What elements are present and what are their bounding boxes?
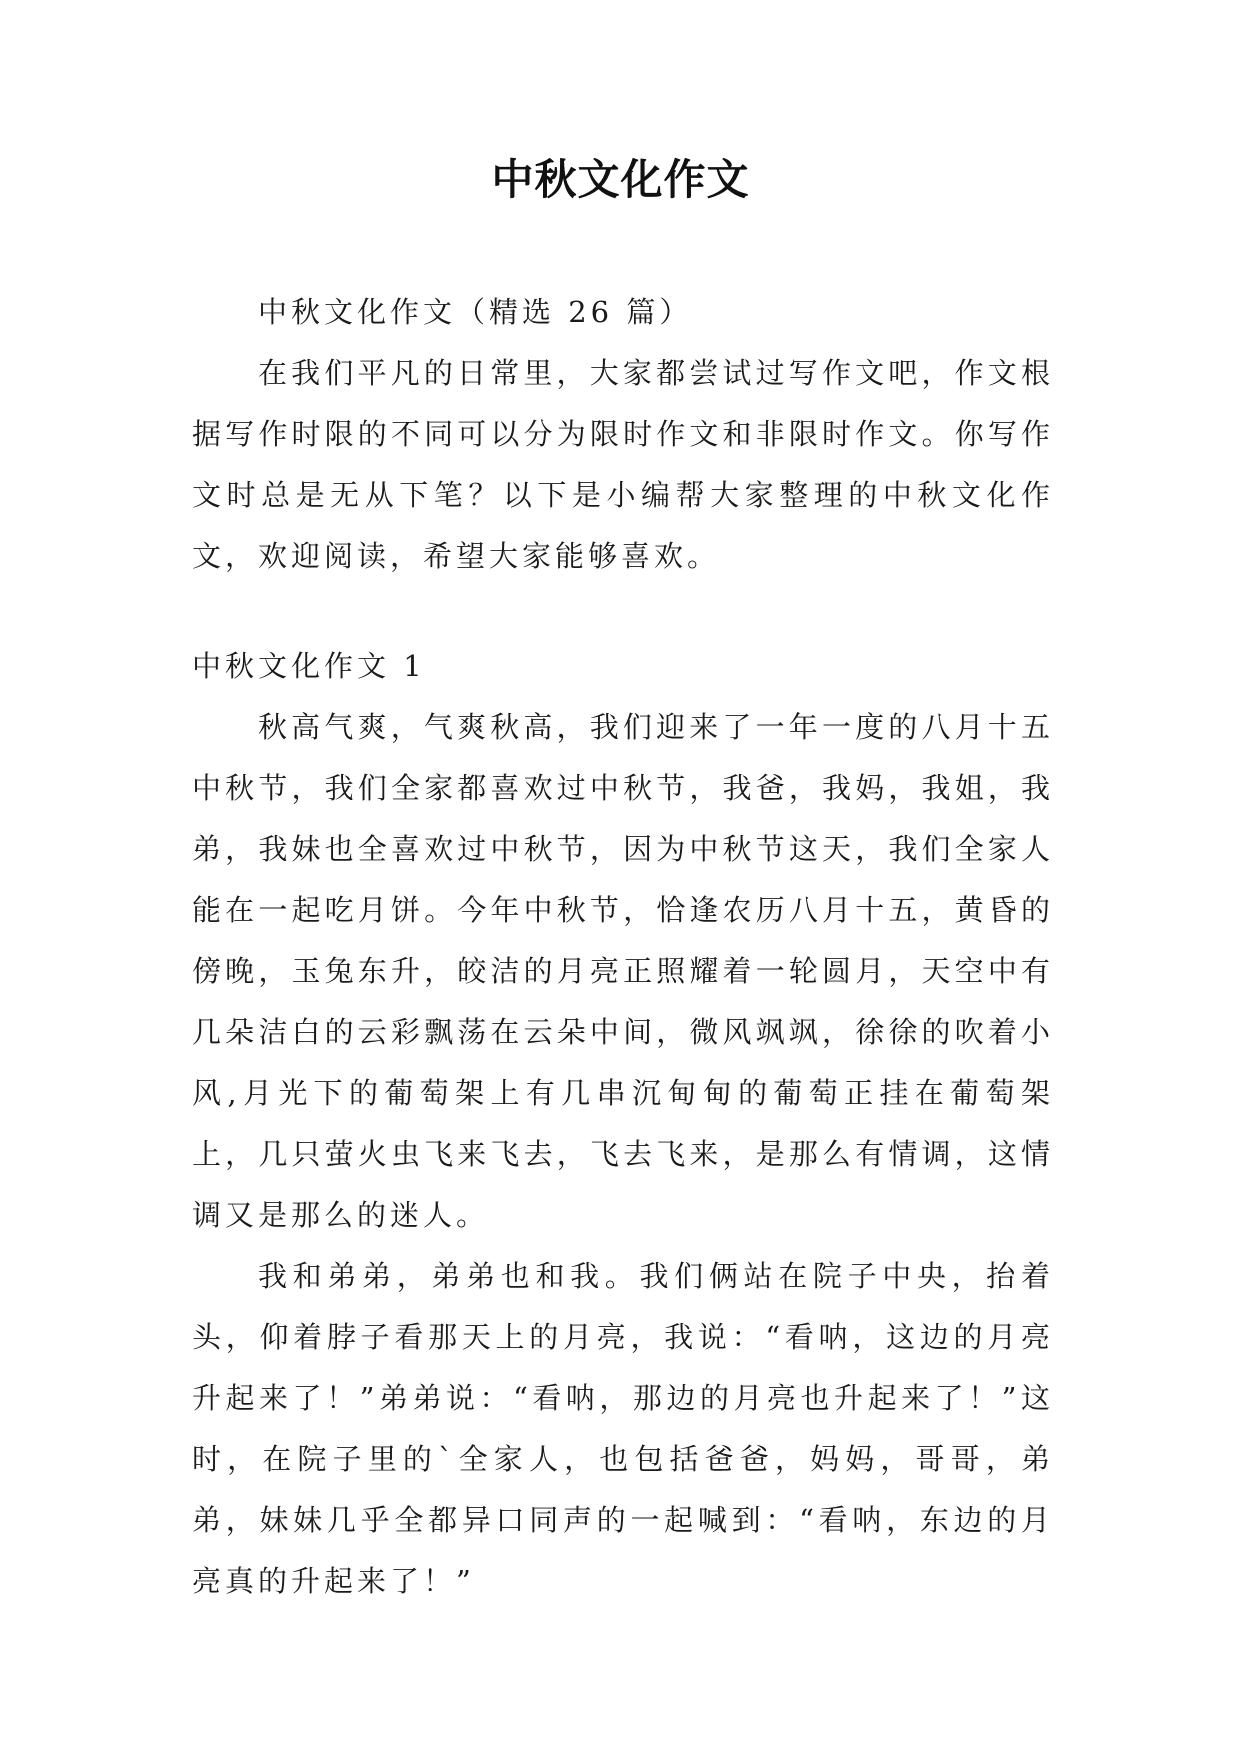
essay-paragraph: 我和弟弟，弟弟也和我。我们俩站在院子中央，抬着头，仰着脖子看那天上的月亮，我说：“看呐，这边的月亮升起来了！”弟弟说：“看呐，那边的月亮也升起来了！”这时，在院子里的`全家人，也包括爸爸，妈妈，哥哥，弟弟，妹妹几乎全都异口同声的一起喊到：“看呐，东边的月亮真的升起来了！” xyxy=(192,1259,1054,1598)
intro-paragraph: 在我们平凡的日常里，大家都尝试过写作文吧，作文根据写作时限的不同可以分为限时作文和非限时作文。你写作文时总是无从下笔？以下是小编帮大家整理的中秋文化作文，欢迎阅读，希望大家能够喜欢。 xyxy=(192,356,1054,573)
essay-block xyxy=(192,636,1054,1612)
document-title: 中秋文化作文 xyxy=(491,155,750,204)
section-heading: 中秋文化作文 1 xyxy=(192,649,426,683)
intro-block xyxy=(192,282,1054,587)
essay-paragraph: 秋高气爽，气爽秋高，我们迎来了一年一度的八月十五中秋节，我们全家都喜欢过中秋节，我爸，我妈，我姐，我弟，我妹也全喜欢过中秋节，因为中秋节这天，我们全家人能在一起吃月饼。今年中秋节，恰逢农历八月十五，黄昏的傍晚，玉兔东升，皎洁的月亮正照耀着一轮圆月，天空中有几朵洁白的云彩飘荡在云朵中间，微风飒飒，徐徐的吹着小风,月光下的葡萄架上有几串沉甸甸的葡萄正挂在葡萄架上，几只萤火虫飞来飞去，飞去飞来，是那么有情调，这情调又是那么的迷人。 xyxy=(192,710,1054,1232)
subtitle: 中秋文化作文（精选 26 篇） xyxy=(258,295,693,329)
